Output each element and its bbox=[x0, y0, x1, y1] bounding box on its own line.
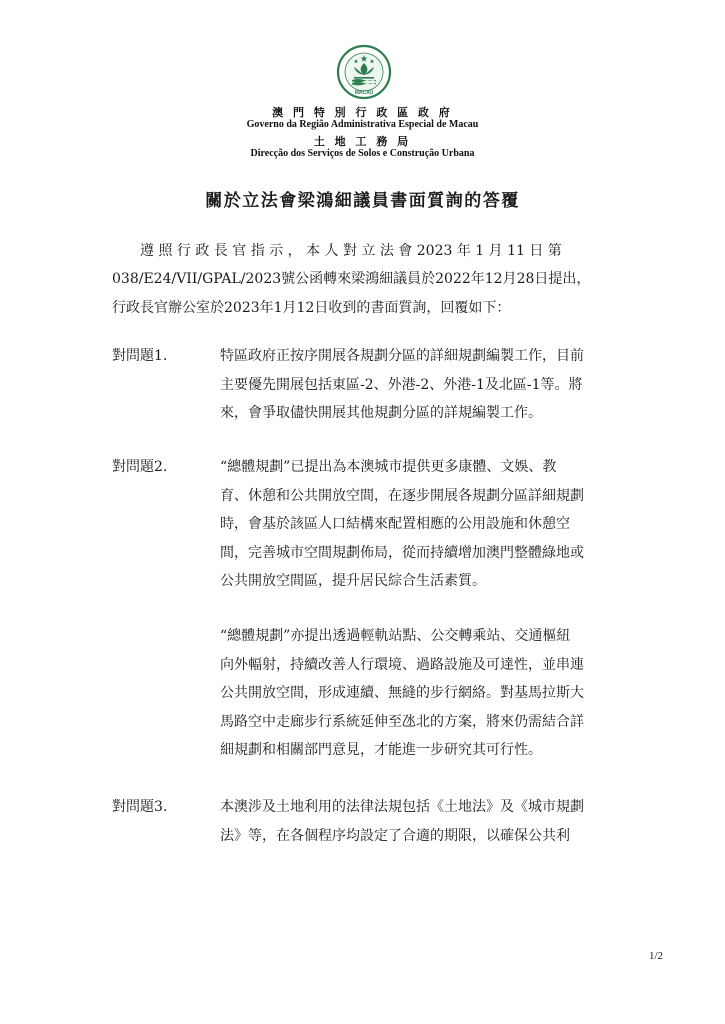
answer-label-3: 對問題3. bbox=[112, 799, 168, 815]
macau-emblem-icon bbox=[336, 44, 392, 100]
answer-line: 向外輻射，持續改善人行環境、過路設施及可達性，並串連 bbox=[220, 656, 584, 673]
answer-3-paragraph bbox=[220, 793, 584, 850]
intro-line-1 bbox=[140, 237, 562, 266]
department-name-zh: 土 地 工 務 局 bbox=[313, 135, 412, 148]
answer-1-paragraph bbox=[220, 342, 584, 428]
answer-line: 公共開放空間區，提升居民綜合生活素質。 bbox=[220, 573, 486, 589]
answer-line: 育、休憩和公共開放空間，在逐步開展各規劃分區詳細規劃 bbox=[220, 487, 584, 504]
department-name-pt: Direcção dos Serviços de Solos e Construção Urbana bbox=[250, 148, 475, 159]
answer-line: 本澳涉及土地利用的法律法規包括《土地法》及《城市規劃 bbox=[220, 799, 584, 815]
intro-text: 038/E24/VII/GPAL/2023號公函轉來梁鴻細議員於2022年12月28日提出， bbox=[112, 271, 591, 287]
government-name-zh: 澳 門 特 別 行 政 區 政 府 bbox=[272, 106, 453, 119]
answer-line: 主要優先開展包括東區-2、外港-2、外港-1及北區-1等。將 bbox=[220, 376, 583, 393]
answer-line: 間，完善城市空間規劃佈局，從而持續增加澳門整體綠地或 bbox=[220, 544, 584, 561]
answer-line: 公共開放空間，形成連續、無縫的步行網絡。對基馬拉斯大 bbox=[220, 685, 584, 701]
intro-text: 行政長官辦公室於2023年1月12日收到的書面質詢，回覆如下： bbox=[112, 299, 511, 316]
answer-line: “總體規劃”亦提出透過輕軌站點、公交轉乘站、交通樞紐 bbox=[220, 628, 571, 644]
intro-lines bbox=[112, 265, 590, 322]
answer-2-paragraph-2 bbox=[220, 622, 584, 765]
answer-line: 馬路空中走廊步行系統延伸至氹北的方案，將來仍需結合詳 bbox=[220, 713, 584, 730]
answer-line: 法》等，在各個程序均設定了合適的期限，以確保公共利 bbox=[220, 827, 570, 844]
answer-line: 特區政府正按序開展各規劃分區的詳細規劃編製工作，目前 bbox=[220, 348, 584, 364]
answer-line: 細規劃和相關部門意見，才能進一步研究其可行性。 bbox=[220, 742, 542, 758]
document-title: 關於立法會梁鴻細議員書面質詢的答覆 bbox=[205, 191, 520, 211]
page-number: 1/2 bbox=[648, 950, 663, 962]
answer-label-2: 對問題2. bbox=[112, 459, 168, 475]
answer-line: “總體規劃”已提出為本澳城市提供更多康體、文娛、教 bbox=[220, 459, 557, 475]
answer-2-paragraph-1 bbox=[220, 453, 584, 596]
emblem-caption: MACAU bbox=[354, 90, 374, 96]
government-name-pt: Governo da Região Administrativa Especial de Macau bbox=[246, 119, 479, 130]
answer-label-1: 對問題1. bbox=[112, 348, 168, 364]
answer-line: 時，會基於該區人口結構來配置相應的公用設施和休憩空 bbox=[220, 516, 570, 532]
answer-line: 來，會爭取儘快開展其他規劃分區的詳規編製工作。 bbox=[220, 405, 542, 421]
intro-text: 遵 照 行 政 長 官 指 示 ， 本 人 對 立 法 會 2023 年 1 月 11 日 第 bbox=[140, 243, 562, 259]
